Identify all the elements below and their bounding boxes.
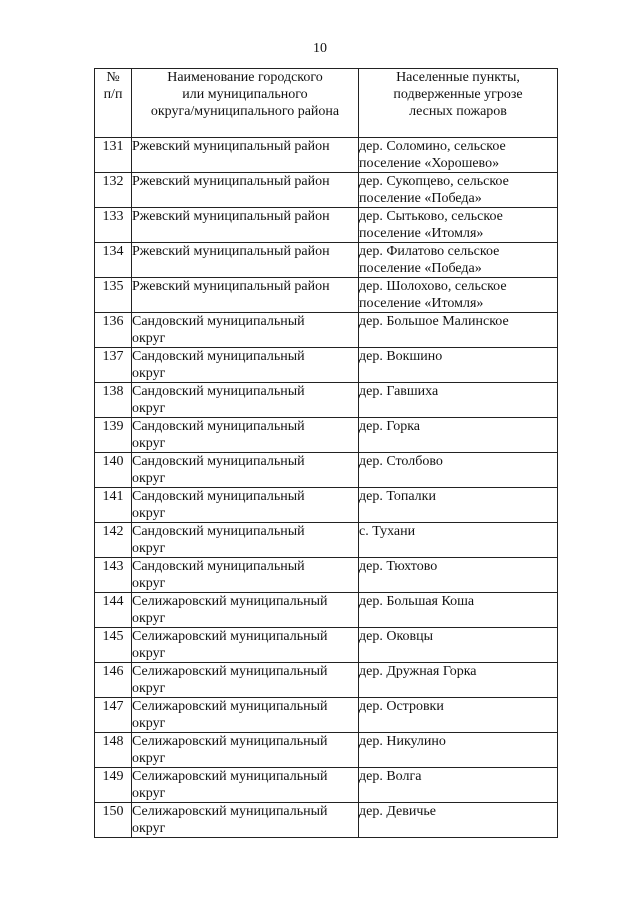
- table-row: [95, 278, 558, 313]
- settlement-line: дер. Сукопцево, сельское: [359, 174, 509, 189]
- settlement-line: дер. Филатово сельское: [359, 244, 500, 259]
- table-row: [95, 488, 558, 523]
- district-name-cell: [132, 173, 359, 208]
- district-name-line: округ: [132, 506, 166, 521]
- header-line: Населенные пункты,: [396, 70, 520, 85]
- district-name-line: округ: [132, 541, 166, 556]
- page-number: 10: [313, 41, 327, 56]
- settlement-line: дер. Островки: [359, 699, 444, 714]
- row-number: 132: [95, 173, 132, 208]
- district-name-cell: [132, 628, 359, 663]
- row-number: 133: [95, 208, 132, 243]
- district-name-cell: [132, 453, 359, 488]
- row-number: 150: [95, 803, 132, 838]
- district-name-cell: [132, 243, 359, 278]
- table-row: [95, 628, 558, 663]
- district-name-line: Ржевский муниципальный район: [132, 279, 330, 294]
- settlement-line: дер. Волга: [359, 769, 422, 784]
- district-name-line: округ: [132, 366, 166, 381]
- table-row: [95, 768, 558, 803]
- district-name-line: округ: [132, 401, 166, 416]
- district-name-line: Селижаровский муниципальный: [132, 629, 328, 644]
- table-row: [95, 313, 558, 348]
- settlement-cell: [359, 208, 558, 243]
- district-name-cell: [132, 558, 359, 593]
- settlement-line: поселение «Победа»: [359, 261, 482, 276]
- row-number: 147: [95, 698, 132, 733]
- settlement-line: дер. Оковцы: [359, 629, 434, 644]
- table-row: [95, 453, 558, 488]
- header-line: п/п: [103, 87, 123, 102]
- settlement-line: дер. Никулино: [359, 734, 446, 749]
- settlement-cell: [359, 418, 558, 453]
- settlement-cell: [359, 138, 558, 173]
- district-name-line: Селижаровский муниципальный: [132, 594, 328, 609]
- district-name-line: Сандовский муниципальный: [132, 349, 305, 364]
- settlement-line: дер. Сытьково, сельское: [359, 209, 503, 224]
- district-name-line: округ: [132, 611, 166, 626]
- settlement-cell: [359, 558, 558, 593]
- table-row: [95, 698, 558, 733]
- district-name-cell: [132, 348, 359, 383]
- settlement-line: дер. Столбово: [359, 454, 443, 469]
- settlement-cell: [359, 733, 558, 768]
- settlement-line: дер. Тюхтово: [359, 559, 438, 574]
- district-name-line: Селижаровский муниципальный: [132, 769, 328, 784]
- district-name-line: округ: [132, 681, 166, 696]
- settlement-cell: [359, 453, 558, 488]
- table-row: [95, 138, 558, 173]
- district-name-line: Ржевский муниципальный район: [132, 174, 330, 189]
- district-name-line: округ: [132, 436, 166, 451]
- settlement-line: дер. Горка: [359, 419, 421, 434]
- table-row: [95, 733, 558, 768]
- district-name-line: округ: [132, 786, 166, 801]
- header-line: подверженные угрозе: [393, 87, 523, 102]
- settlement-cell: [359, 628, 558, 663]
- district-name-line: Ржевский муниципальный район: [132, 139, 330, 154]
- settlement-line: дер. Гавшиха: [359, 384, 439, 399]
- district-name-line: округ: [132, 646, 166, 661]
- district-name-line: Ржевский муниципальный район: [132, 209, 330, 224]
- district-name-cell: [132, 698, 359, 733]
- header-line: округа/муниципального района: [150, 104, 340, 119]
- table-row: [95, 418, 558, 453]
- settlement-cell: [359, 803, 558, 838]
- district-name-line: Сандовский муниципальный: [132, 489, 305, 504]
- row-number: 143: [95, 558, 132, 593]
- district-name-line: Сандовский муниципальный: [132, 559, 305, 574]
- settlement-line: поселение «Победа»: [359, 191, 482, 206]
- row-number: 134: [95, 243, 132, 278]
- settlement-line: поселение «Хорошево»: [359, 156, 500, 171]
- header-settlements: [359, 69, 558, 138]
- district-name-cell: [132, 803, 359, 838]
- settlement-line: с. Тухани: [359, 524, 416, 539]
- row-number: 149: [95, 768, 132, 803]
- settlement-cell: [359, 278, 558, 313]
- settlements-table: [94, 68, 558, 838]
- district-name-cell: [132, 313, 359, 348]
- settlement-line: дер. Большое Малинское: [359, 314, 509, 329]
- settlement-cell: [359, 243, 558, 278]
- settlement-line: дер. Соломино, сельское: [359, 139, 506, 154]
- settlement-cell: [359, 173, 558, 208]
- row-number: 138: [95, 383, 132, 418]
- settlement-cell: [359, 768, 558, 803]
- row-number: 141: [95, 488, 132, 523]
- row-number: 137: [95, 348, 132, 383]
- row-number: 148: [95, 733, 132, 768]
- district-name-line: Селижаровский муниципальный: [132, 699, 328, 714]
- district-name-line: округ: [132, 716, 166, 731]
- district-name-line: округ: [132, 331, 166, 346]
- header-line: Наименование городского: [167, 70, 323, 85]
- district-name-cell: [132, 383, 359, 418]
- district-name-cell: [132, 208, 359, 243]
- settlement-cell: [359, 698, 558, 733]
- district-name-line: Селижаровский муниципальный: [132, 734, 328, 749]
- settlement-line: дер. Девичье: [359, 804, 437, 819]
- settlement-line: дер. Вокшино: [359, 349, 443, 364]
- settlement-cell: [359, 663, 558, 698]
- district-name-cell: [132, 418, 359, 453]
- district-name-cell: [132, 488, 359, 523]
- settlement-cell: [359, 523, 558, 558]
- district-name-line: Селижаровский муниципальный: [132, 664, 328, 679]
- table-row: [95, 523, 558, 558]
- district-name-cell: [132, 138, 359, 173]
- row-number: 136: [95, 313, 132, 348]
- district-name-cell: [132, 733, 359, 768]
- district-name-cell: [132, 663, 359, 698]
- district-name-line: округ: [132, 821, 166, 836]
- district-name-line: Ржевский муниципальный район: [132, 244, 330, 259]
- settlement-cell: [359, 313, 558, 348]
- settlement-line: поселение «Итомля»: [359, 296, 484, 311]
- district-name-cell: [132, 523, 359, 558]
- table-row: [95, 663, 558, 698]
- settlement-line: дер. Шолохово, сельское: [359, 279, 507, 294]
- settlement-cell: [359, 383, 558, 418]
- table-row: [95, 593, 558, 628]
- table-row: [95, 383, 558, 418]
- settlement-line: дер. Дружная Горка: [359, 664, 477, 679]
- header-district-name: [132, 69, 359, 138]
- row-number: 146: [95, 663, 132, 698]
- row-number: 139: [95, 418, 132, 453]
- district-name-cell: [132, 768, 359, 803]
- header-number: [95, 69, 132, 138]
- district-name-line: округ: [132, 751, 166, 766]
- district-name-line: округ: [132, 471, 166, 486]
- header-line: или муниципального: [182, 87, 308, 102]
- district-name-line: Сандовский муниципальный: [132, 524, 305, 539]
- district-name-line: Сандовский муниципальный: [132, 314, 305, 329]
- table-row: [95, 558, 558, 593]
- settlement-line: дер. Топалки: [359, 489, 436, 504]
- table-row: [95, 348, 558, 383]
- row-number: 135: [95, 278, 132, 313]
- row-number: 142: [95, 523, 132, 558]
- row-number: 145: [95, 628, 132, 663]
- settlement-line: дер. Большая Коша: [359, 594, 475, 609]
- settlement-cell: [359, 593, 558, 628]
- settlement-cell: [359, 348, 558, 383]
- district-name-line: Сандовский муниципальный: [132, 419, 305, 434]
- row-number: 131: [95, 138, 132, 173]
- header-line: №: [106, 70, 120, 85]
- district-name-line: Сандовский муниципальный: [132, 454, 305, 469]
- row-number: 140: [95, 453, 132, 488]
- table-row: [95, 243, 558, 278]
- table-row: [95, 208, 558, 243]
- district-name-line: Селижаровский муниципальный: [132, 804, 328, 819]
- row-number: 144: [95, 593, 132, 628]
- table-row: [95, 803, 558, 838]
- settlement-line: поселение «Итомля»: [359, 226, 484, 241]
- header-line: лесных пожаров: [409, 104, 507, 119]
- table-body: [95, 138, 558, 838]
- district-name-cell: [132, 593, 359, 628]
- table-header-row: [95, 69, 558, 138]
- table-row: [95, 173, 558, 208]
- district-name-cell: [132, 278, 359, 313]
- district-name-line: округ: [132, 576, 166, 591]
- settlement-cell: [359, 488, 558, 523]
- district-name-line: Сандовский муниципальный: [132, 384, 305, 399]
